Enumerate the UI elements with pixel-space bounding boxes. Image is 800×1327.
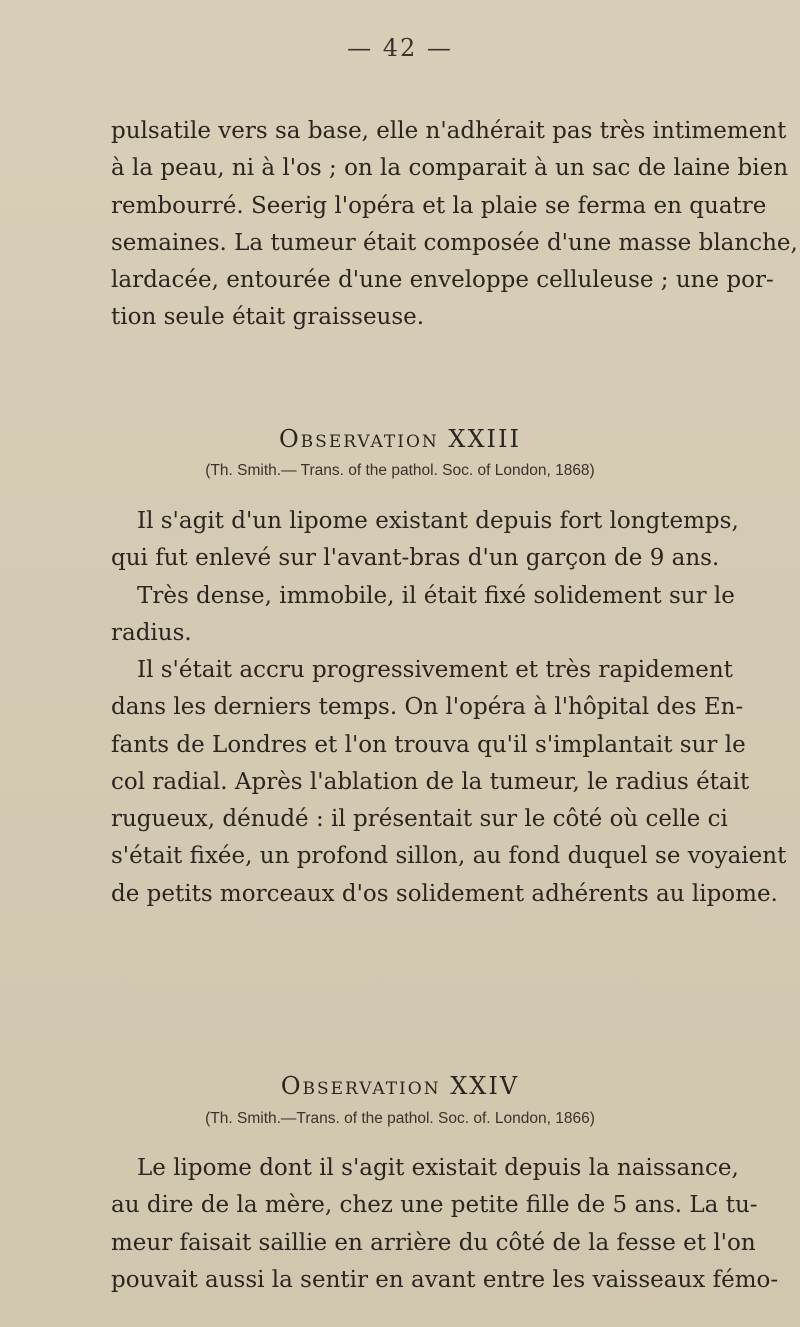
observation-heading: Observation XXIV <box>280 1072 520 1100</box>
text-line: col radial. Après l'ablation de la tumeur, le radius était <box>111 768 750 795</box>
text-line: qui fut enlevé sur l'avant-bras d'un garçon de 9 ans. <box>111 545 720 572</box>
observation-citation: (Th. Smith.—Trans. of the pathol. Soc. of. London, 1866) <box>205 1110 595 1127</box>
text-line: rembourré. Seerig l'opéra et la plaie se ferma en quatre <box>111 192 767 219</box>
text-line: pulsatile vers sa base, elle n'adhérait pas très intimement <box>111 118 787 144</box>
page-number: — 42 — <box>347 34 453 62</box>
observation-paragraph <box>111 503 739 652</box>
text-line: lardacée, entourée d'une enveloppe celluleuse ; une por- <box>111 267 774 294</box>
text-line: semaines. La tumeur était composée d'une masse blanche, <box>111 229 798 256</box>
observation-heading: Observation XXIII <box>279 425 521 453</box>
text-line: Il s'agit d'un lipome existant depuis fort longtemps, <box>137 508 739 534</box>
text-line: fants de Londres et l'on trouva qu'il s'implantait sur le <box>111 731 746 758</box>
text-line: radius. <box>111 619 192 646</box>
text-line: à la peau, ni à l'os ; on la comparait à un sac de laine bien <box>111 155 789 182</box>
text-line: meur faisait saillie en arrière du côté de la fesse et l'on <box>111 1229 756 1256</box>
text-line: au dire de la mère, chez une petite fille de 5 ans. La tu- <box>111 1192 758 1219</box>
intro-paragraph <box>111 113 798 337</box>
observation-paragraph <box>111 652 787 913</box>
text-line: de petits morceaux d'os solidement adhérents au lipome. <box>111 880 778 907</box>
text-line: Très dense, immobile, il était fixé solidement sur le <box>137 582 735 609</box>
text-line: dans les derniers temps. On l'opéra à l'hôpital des En- <box>111 694 744 721</box>
text-line: Il s'était accru progressivement et très rapidement <box>137 657 733 683</box>
text-line: s'était fixée, un profond sillon, au fond duquel se voyaient <box>111 843 787 870</box>
observation-paragraph <box>111 1150 779 1299</box>
text-line: pouvait aussi la sentir en avant entre les vaisseaux fémo- <box>111 1266 779 1293</box>
text-line: Le lipome dont il s'agit existait depuis la naissance, <box>137 1155 739 1181</box>
observation-citation: (Th. Smith.— Trans. of the pathol. Soc. of London, 1868) <box>205 462 595 479</box>
text-line: rugueux, dénudé : il présentait sur le côté où celle ci <box>111 806 728 833</box>
text-line: tion seule était graisseuse. <box>111 304 425 331</box>
